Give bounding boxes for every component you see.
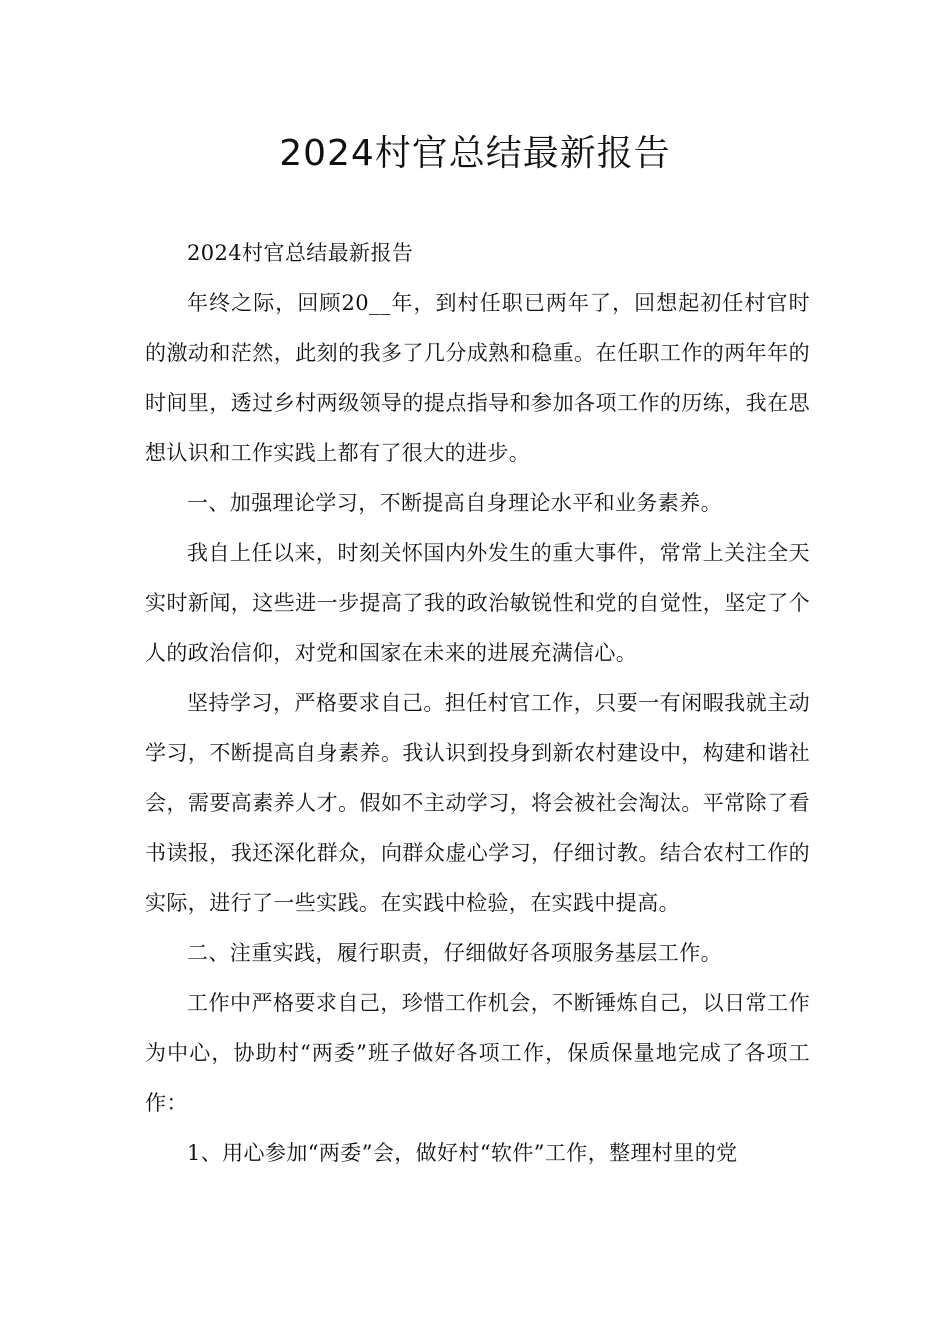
paragraph: 工作中严格要求自己，珍惜工作机会，不断锤炼自己，以日常工作为中心，协助村“两委”班子做好各项工作，保质保量地完成了各项工作： <box>145 991 810 1115</box>
section-heading-1: 一、加强理论学习，不断提高自身理论水平和业务素养。 <box>187 491 722 515</box>
paragraph: 坚持学习，严格要求自己。担任村官工作，只要一有闲暇我就主动学习，不断提高自身素养。我认识到投身到新农村建设中，构建和谐社会，需要高素养人才。假如不主动学习，将会被社会淘汰。平常除了看书读报，我还深化群众，向群众虚心学习，仔细讨教。结合农村工作的实际，进行了一些实践。在实践中检验，在实践中提高。 <box>145 691 810 915</box>
document-title: 2024村官总结最新报告 <box>279 133 671 174</box>
paragraph-subtitle: 2024村官总结最新报告 <box>187 241 414 265</box>
paragraph: 我自上任以来，时刻关怀国内外发生的重大事件，常常上关注全天实时新闻，这些进一步提高了我的政治敏锐性和党的自觉性，坚定了个人的政治信仰，对党和国家在未来的进展充满信心。 <box>145 541 810 665</box>
document-body <box>145 228 810 1178</box>
paragraph-intro: 年终之际，回顾20__年，到村任职已两年了，回想起初任村官时的激动和茫然，此刻的我多了几分成熟和稳重。在任职工作的两年年的时间里，透过乡村两级领导的提点指导和参加各项工作的历练，我在思想认识和工作实践上都有了很大的进步。 <box>145 291 810 465</box>
section-heading-2: 二、注重实践，履行职责，仔细做好各项服务基层工作。 <box>187 941 722 965</box>
list-item: 1、用心参加“两委”会，做好村“软件”工作，整理村里的党 <box>187 1141 738 1165</box>
